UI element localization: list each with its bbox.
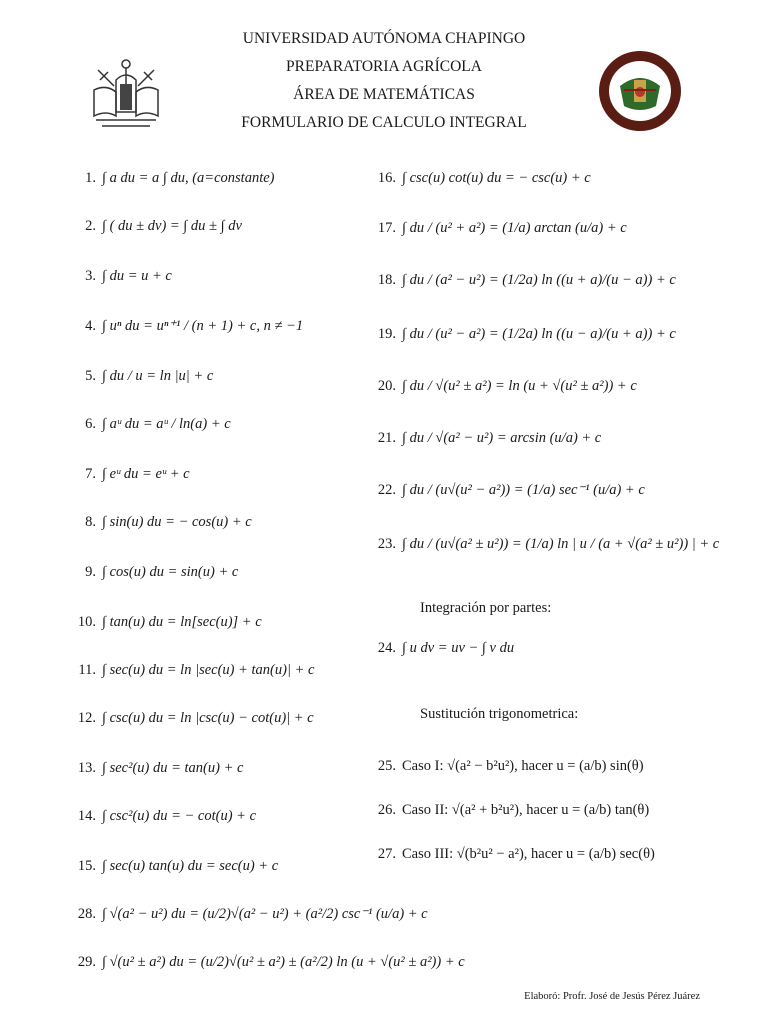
formula-number: 12. [77, 710, 96, 726]
formula-number: 24. [377, 640, 396, 656]
formula-item [366, 802, 649, 819]
formula-number: 14. [77, 808, 96, 824]
formula-item [366, 170, 591, 187]
formula-number: 11. [78, 662, 96, 678]
formula-item [66, 858, 278, 875]
formula-item [366, 846, 655, 863]
formula-expression: ∫ du / (u² − a²) = (1/2a) ln ((u − a)/(u + a)) + c [402, 326, 676, 342]
header-university: UNIVERSIDAD AUTÓNOMA CHAPINGO [242, 30, 526, 47]
formula-number: 15. [77, 858, 96, 874]
formula-number: 4. [85, 318, 96, 334]
formula-item [66, 318, 303, 335]
formula-item [66, 170, 275, 187]
formula-number: 9. [85, 564, 96, 580]
author-credit: Elaboró: Profr. José de Jesús Pérez Juárez [524, 991, 700, 1002]
formula-expression: ∫ a du = a ∫ du, (a=constante) [102, 170, 275, 186]
header-area: ÁREA DE MATEMÁTICAS [293, 86, 475, 103]
formula-expression: ∫ u dv = uv − ∫ v du [402, 640, 515, 656]
formula-number: 8. [85, 514, 96, 530]
formula-item [66, 416, 231, 433]
formula-expression: ∫ du / (u² + a²) = (1/a) arctan (u/a) + c [402, 220, 627, 236]
formula-expression: ∫ ( du ± dv) = ∫ du ± ∫ dv [102, 218, 242, 234]
formula-expression: ∫ √(u² ± a²) du = (u/2)√(u² ± a²) ± (a²/2) ln (u + √(u² ± a²)) + c [102, 954, 465, 970]
formula-number: 13. [77, 760, 96, 776]
formula-expression: ∫ sec(u) tan(u) du = sec(u) + c [102, 858, 279, 874]
header-preparatoria: PREPARATORIA AGRÍCOLA [286, 58, 482, 75]
formula-expression: Caso III: √(b²u² − a²), hacer u = (a/b) sec(θ) [402, 846, 655, 862]
formula-number: 17. [377, 220, 396, 236]
section-heading-trigonometrica: Sustitución trigonometrica: [420, 706, 579, 722]
formula-expression: ∫ du / u = ln |u| + c [102, 368, 214, 384]
formula-expression: ∫ du / (a² − u²) = (1/2a) ln ((u + a)/(u − a)) + c [402, 272, 676, 288]
formula-number: 16. [377, 170, 396, 186]
formula-expression: ∫ aᵘ du = aᵘ / ln(a) + c [102, 416, 231, 432]
formula-expression: ∫ csc(u) cot(u) du = − csc(u) + c [402, 170, 591, 186]
formula-item [66, 760, 243, 777]
formula-number: 18. [377, 272, 396, 288]
formula-number: 23. [377, 536, 396, 552]
formula-number: 3. [85, 268, 96, 284]
formula-expression: ∫ sec(u) du = ln |sec(u) + tan(u)| + c [102, 662, 315, 678]
formula-item [66, 268, 172, 285]
formula-number: 2. [85, 218, 96, 234]
formula-number: 26. [377, 802, 396, 818]
formula-item [66, 906, 428, 923]
formula-expression: ∫ eᵘ du = eᵘ + c [102, 466, 190, 482]
formula-item [366, 482, 645, 499]
formula-number: 19. [377, 326, 396, 342]
formula-number: 20. [377, 378, 396, 394]
formula-expression: ∫ uⁿ du = uⁿ⁺¹ / (n + 1) + c, n ≠ −1 [102, 318, 304, 334]
formula-number: 27. [377, 846, 396, 862]
formula-expression: ∫ sec²(u) du = tan(u) + c [102, 760, 244, 776]
formula-number: 1. [85, 170, 96, 186]
formula-item [366, 536, 719, 553]
formula-expression: ∫ du / √(u² ± a²) = ln (u + √(u² ± a²)) + c [402, 378, 637, 394]
formula-expression: Caso II: √(a² + b²u²), hacer u = (a/b) tan(θ) [402, 802, 650, 818]
formula-item [366, 430, 601, 447]
section-heading-partes: Integración por partes: [420, 600, 552, 616]
formula-number: 21. [377, 430, 396, 446]
formula-item [66, 614, 262, 631]
formula-number: 29. [77, 954, 96, 970]
formula-item [66, 808, 256, 825]
formula-item [66, 218, 242, 235]
formula-item [366, 378, 637, 395]
formula-expression: ∫ du / (u√(u² − a²)) = (1/a) sec⁻¹ (u/a) + c [402, 482, 645, 498]
formula-item [66, 466, 190, 483]
formula-item [66, 710, 314, 727]
formula-number: 22. [377, 482, 396, 498]
formula-number: 7. [85, 466, 96, 482]
formula-item [366, 272, 676, 289]
formula-item [366, 326, 676, 343]
formula-expression: ∫ cos(u) du = sin(u) + c [102, 564, 239, 580]
formula-number: 25. [377, 758, 396, 774]
formula-expression: ∫ du / √(a² − u²) = arcsin (u/a) + c [402, 430, 602, 446]
formula-item [366, 220, 627, 237]
formula-item [66, 662, 314, 679]
formula-item [66, 954, 465, 971]
formula-item [66, 564, 238, 581]
formula-item [66, 514, 252, 531]
formula-number: 10. [77, 614, 96, 630]
formula-expression: ∫ √(a² − u²) du = (u/2)√(a² − u²) + (a²/2) csc⁻¹ (u/a) + c [102, 906, 428, 922]
formula-item [366, 758, 644, 775]
formula-expression: Caso I: √(a² − b²u²), hacer u = (a/b) sin(θ) [402, 758, 644, 774]
formula-expression: ∫ du / (u√(a² ± u²)) = (1/a) ln | u / (a + √(a² ± u²)) | + c [402, 536, 720, 552]
formula-item [366, 640, 514, 657]
formula-expression: ∫ csc(u) du = ln |csc(u) − cot(u)| + c [102, 710, 314, 726]
formula-number: 5. [85, 368, 96, 384]
formula-expression: ∫ sin(u) du = − cos(u) + c [102, 514, 252, 530]
formula-expression: ∫ tan(u) du = ln[sec(u)] + c [102, 614, 262, 630]
formula-expression: ∫ du = u + c [102, 268, 172, 284]
formula-number: 28. [77, 906, 96, 922]
header-title: FORMULARIO DE CALCULO INTEGRAL [241, 114, 527, 131]
formula-number: 6. [85, 416, 96, 432]
formula-expression: ∫ csc²(u) du = − cot(u) + c [102, 808, 257, 824]
formula-item [66, 368, 213, 385]
